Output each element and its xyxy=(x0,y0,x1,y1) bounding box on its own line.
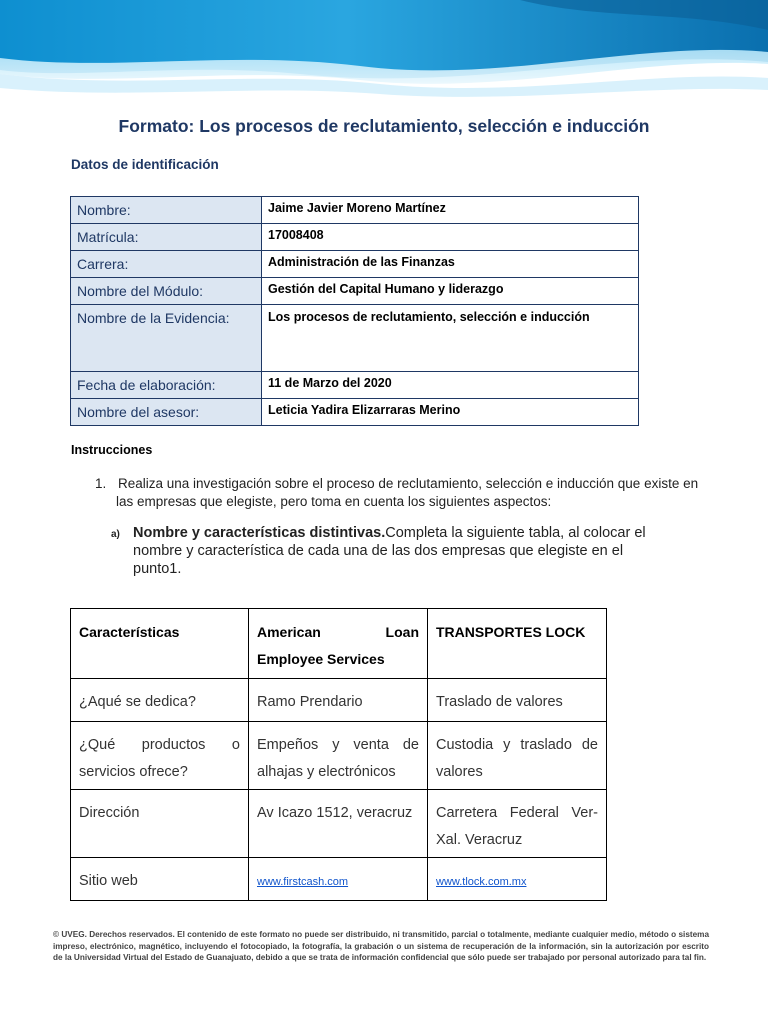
company-comparison-table xyxy=(70,608,607,901)
instruction-text: Realiza una investigación sobre el proceso de reclutamiento, selección e inducción que existe en las empresas que elegiste, pero toma en cuenta los siguientes aspectos: xyxy=(116,476,699,509)
table-header-row xyxy=(71,609,607,679)
table-row xyxy=(71,858,607,901)
banner-graphic xyxy=(0,0,768,100)
document-title: Formato: Los procesos de reclutamiento, selección e inducción xyxy=(118,116,650,136)
table-cell: Ramo Prendario xyxy=(249,679,428,722)
column-header: TRANSPORTES LOCK xyxy=(428,609,607,679)
table-cell: Dirección xyxy=(71,790,249,858)
table-cell: Av Icazo 1512, veracruz xyxy=(249,790,428,858)
column-header: American Loan Employee Services xyxy=(249,609,428,679)
table-cell: Sitio web xyxy=(71,858,249,901)
link-tlock[interactable]: www.tlock.com.mx xyxy=(436,876,527,888)
field-label: Nombre de la Evidencia: xyxy=(71,305,262,372)
table-row xyxy=(71,372,639,399)
table-row xyxy=(71,790,607,858)
column-header: Características xyxy=(71,609,249,679)
table-cell xyxy=(428,858,607,901)
table-row xyxy=(71,399,639,426)
table-cell: ¿Qué productos o servicios ofrece? xyxy=(71,722,249,790)
table-cell: Empeños y venta de alhajas y electrónicos xyxy=(249,722,428,790)
field-value: Los procesos de reclutamiento, selección e inducción xyxy=(262,305,639,372)
instructions-heading: Instrucciones xyxy=(71,443,153,457)
table-cell: Traslado de valores xyxy=(428,679,607,722)
field-value: Jaime Javier Moreno Martínez xyxy=(262,197,639,224)
table-row xyxy=(71,278,639,305)
table-row xyxy=(71,679,607,722)
instruction-item-a xyxy=(111,524,671,578)
identification-table xyxy=(70,196,639,426)
table-cell: Carretera Federal Ver-Xal. Veracruz xyxy=(428,790,607,858)
field-value: Gestión del Capital Humano y liderazgo xyxy=(262,278,639,305)
field-value: 17008408 xyxy=(262,224,639,251)
instruction-text xyxy=(133,524,671,578)
list-marker: a) xyxy=(111,529,120,540)
header-banner xyxy=(0,0,768,100)
table-cell xyxy=(249,858,428,901)
field-label: Fecha de elaboración: xyxy=(71,372,262,399)
link-firstcash[interactable]: www.firstcash.com xyxy=(257,876,349,888)
field-value: 11 de Marzo del 2020 xyxy=(262,372,639,399)
table-row xyxy=(71,197,639,224)
field-label: Nombre del Módulo: xyxy=(71,278,262,305)
field-value: Administración de las Finanzas xyxy=(262,251,639,278)
table-row xyxy=(71,305,639,372)
table-row xyxy=(71,251,639,278)
list-number: 1. xyxy=(95,476,107,491)
field-label: Nombre: xyxy=(71,197,262,224)
table-cell: Custodia y traslado de valores xyxy=(428,722,607,790)
instruction-body-text: Completa la siguiente tabla, al colocar el nombre y característica de cada una de las dos empresas que elegiste en el punto1. xyxy=(133,525,646,577)
section-heading-identification: Datos de identificación xyxy=(71,157,219,172)
instruction-item-1 xyxy=(95,475,705,511)
table-row xyxy=(71,722,607,790)
field-label: Matrícula: xyxy=(71,224,262,251)
field-label: Carrera: xyxy=(71,251,262,278)
copyright-footer: © UVEG. Derechos reservados. El contenido de este formato no puede ser distribuido, ni transmitido, parcial o totalmente, mediante cualquier medio, método o sistema impreso, electrónico, magnético, incluyendo el fotocopiado, la fotografía, la grabación o un sistema de recuperación de la información, sin la autorización por escrito de la Universidad Virtual del Estado de Guanajuato, debido a que se trata de información confidencial que sólo puede ser trabajado por personal autorizado para tal fin. xyxy=(53,930,709,962)
table-row xyxy=(71,224,639,251)
field-label: Nombre del asesor: xyxy=(71,399,262,426)
field-value: Leticia Yadira Elizarraras Merino xyxy=(262,399,639,426)
table-cell: ¿Aqué se dedica? xyxy=(71,679,249,722)
instruction-bold-text: Nombre y características distintivas. xyxy=(133,525,386,541)
